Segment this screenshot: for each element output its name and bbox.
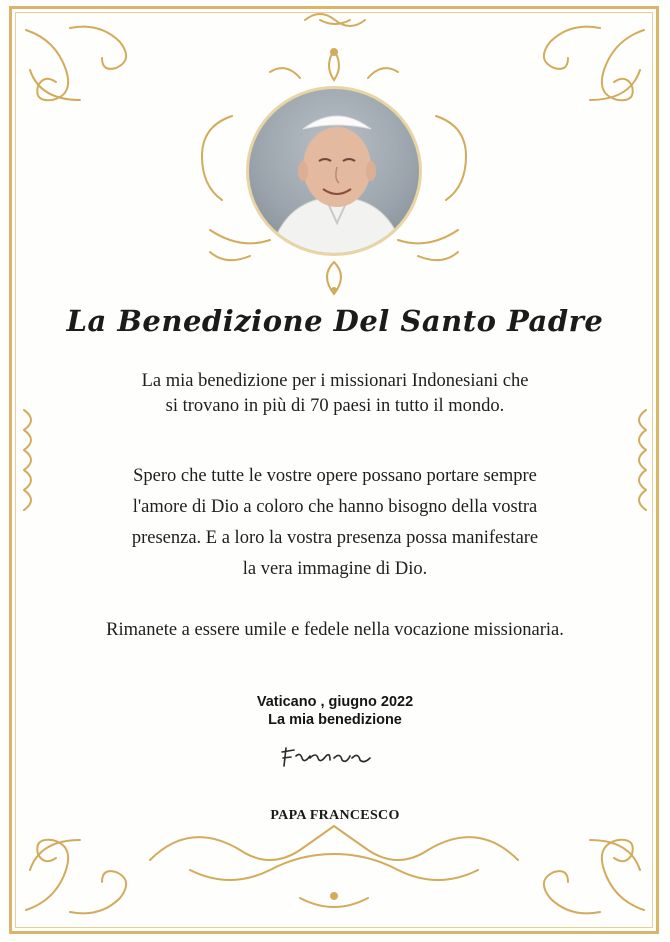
portrait-illustration [249,89,422,256]
top-center-scroll-icon [305,14,365,26]
paragraph-line: Rimanete a essere umile e fedele nella vocazione missionaria. [106,620,564,640]
portrait-frame [246,86,422,256]
paragraph-line: presenza. E a loro la vostra presenza possa manifestare [131,528,539,548]
paragraph-line: la vera immagine di Dio. [242,559,428,579]
corner-scroll-icon-tr [544,27,644,101]
paragraph-3 [40,618,630,643]
paragraph-line: si trovano in più di 70 paesi in tutto il mondo. [165,396,505,416]
corner-scroll-icon-br [544,840,644,914]
paragraph-line: Spero che tutte le vostre opere possano portare sempre [133,466,537,486]
document-title: La Benedizione Del Santo Padre [66,304,604,338]
corner-scroll-icon-bl [26,840,126,914]
paragraph-2 [40,461,630,585]
closing-blessing: La mia benedizione [268,712,402,728]
place-date: Vaticano , giugno 2022 [256,694,414,710]
handwritten-signature [278,744,378,768]
corner-scroll-icon-tl [26,27,126,101]
paragraph-1 [40,369,630,419]
paragraph-line: La mia benedizione per i missionari Indonesiani che [141,371,529,391]
side-scroll-icon-left [24,410,31,510]
signatory-name: PAPA FRANCESCO [270,808,400,823]
pope-portrait-photo [246,86,422,256]
side-scroll-icon-right [639,410,646,510]
paragraph-line: l'amore di Dio a coloro che hanno bisogno della vostra [132,497,538,517]
